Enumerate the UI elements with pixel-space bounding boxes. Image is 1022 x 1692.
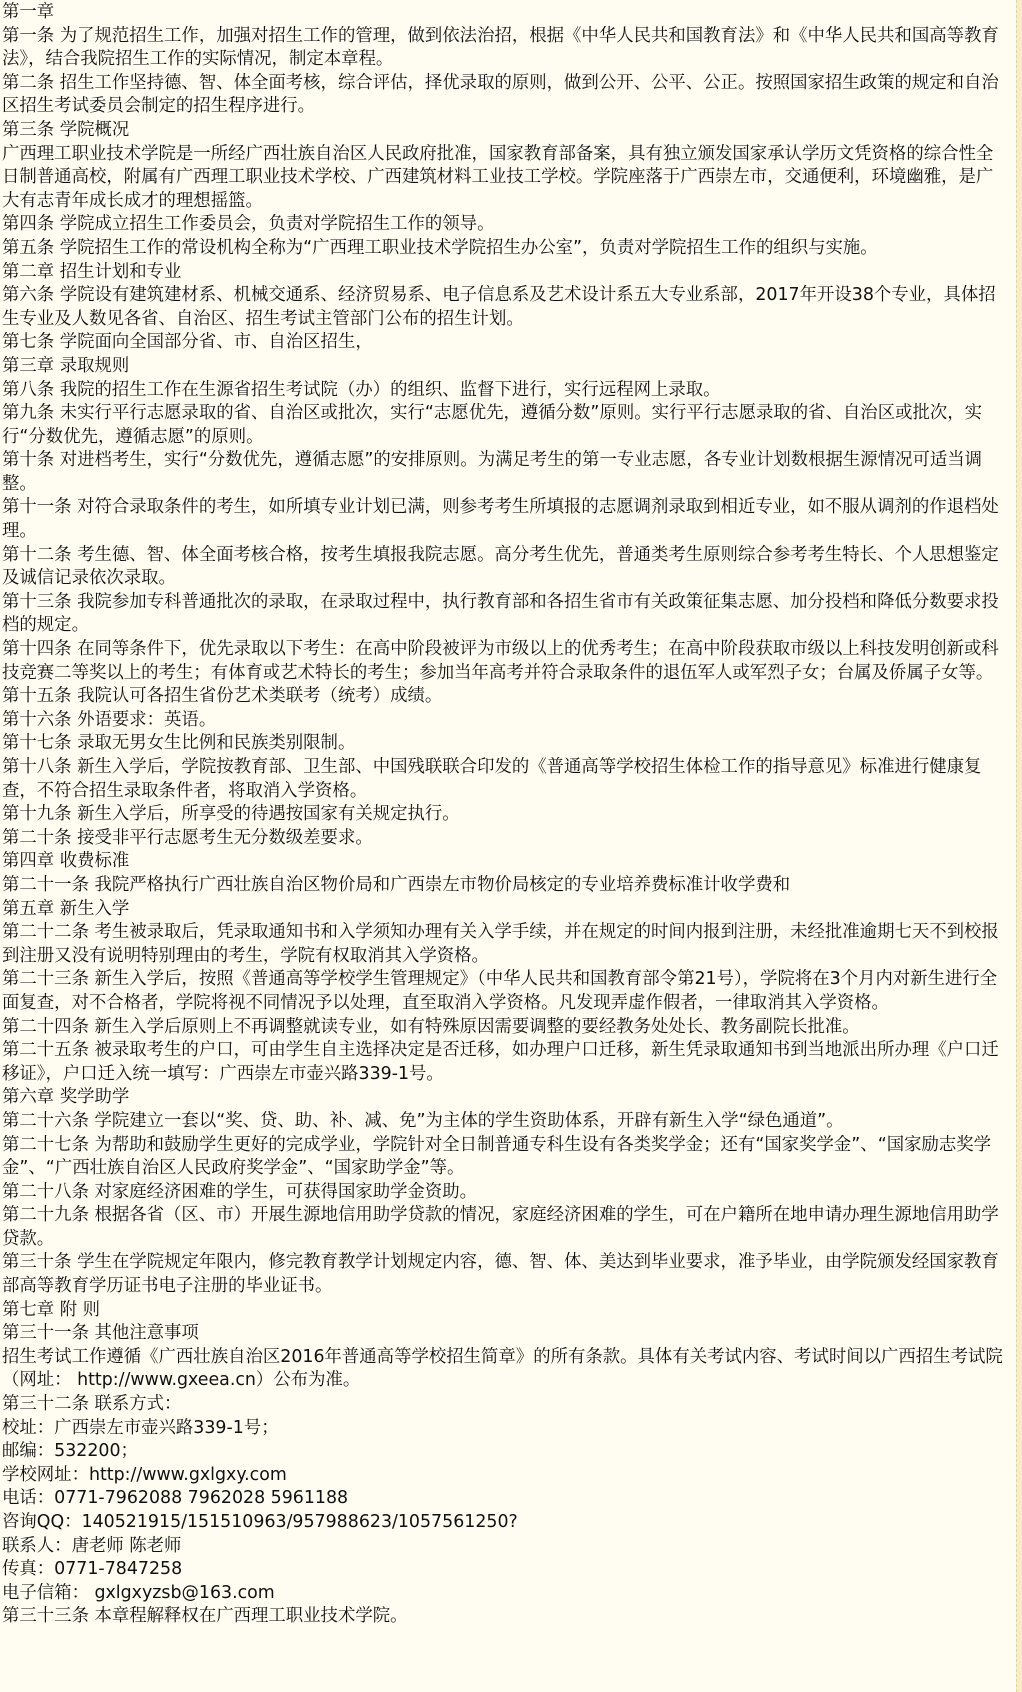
document-paragraph: 校址：广西崇左市壶兴路339-1号；: [2, 1417, 279, 1438]
document-paragraph: 第十七条 录取无男女生比例和民族类别限制。: [2, 733, 356, 754]
document-paragraph: 广西理工职业技术学院是一所经广西壮族自治区人民政府批准，国家教育部备案，具有独立颁发国家承认学历文凭资格的综合性全日制普通高校，附属有广西理工职业技术学校、广西建筑材料工业技工学校。学院座落于广西崇左市，交通便利，环境幽雅，是广大有志青年成长成才的理想摇篮。: [2, 143, 994, 211]
document-paragraph: 第六条 学院设有建筑建材系、机械交通系、经济贸易系、电子信息系及艺术设计系五大专业系部，2017年开设38个专业，具体招生专业及人数见各省、自治区、招生考试主管部门公布的招生计划。: [2, 285, 996, 329]
document-paragraph: 第十六条 外语要求：英语。: [2, 709, 217, 730]
document-paragraph: 第十三条 我院参加专科普通批次的录取，在录取过程中，执行教育部和各招生省市有关政策征集志愿、加分投档和降低分数要求投档的规定。: [2, 591, 999, 636]
document-paragraph: 第十八条 新生入学后，学院按教育部、卫生部、中国残联联合印发的《普通高等学校招生体检工作的指导意见》标准进行健康复查，不符合招生录取条件者，将取消入学资格。: [2, 757, 982, 801]
document-paragraph: 第十九条 新生入学后，所享受的待遇按国家有关规定执行。: [2, 804, 460, 825]
document-paragraph: 联系人：唐老师 陈老师: [2, 1535, 182, 1556]
document-paragraph: 第二十九条 根据各省（区、市）开展生源地信用助学贷款的情况，家庭经济困难的学生，可在户籍所在地申请办理生源地信用助学贷款。: [2, 1205, 999, 1249]
document-paragraph: 第十四条 在同等条件下，优先录取以下考生：在高中阶段被评为市级以上的优秀考生；在高中阶段获取市级以上科技发明创新或科技竞赛二等奖以上的考生；有体育或艺术特长的考生；参加当年高考并符合录取条件的退伍军人或军烈子女；台属及侨属子女等。: [2, 639, 999, 683]
document-body: [2, 1, 1008, 1629]
document-paragraph: 传真：0771-7847258: [2, 1559, 183, 1580]
document-paragraph: 第三十一条 其他注意事项: [2, 1323, 199, 1344]
document-paragraph: 咨询QQ：140521915/151510963/957988623/1057561250?: [2, 1512, 518, 1532]
document-paragraph: 第二十六条 学院建立一套以“奖、贷、助、补、减、免”为主体的学生资助体系，开辟有新生入学“绿色通道”。: [2, 1110, 844, 1131]
document-paragraph: 第二十四条 新生入学后原则上不再调整就读专业，如有特殊原因需要调整的要经教务处处长、教务副院长批准。: [2, 1016, 860, 1037]
document-paragraph: 第七条 学院面向全国部分省、市、自治区招生，: [2, 332, 373, 353]
document-paragraph: 电话：0771-7962088 7962028 5961188: [2, 1488, 349, 1509]
document-paragraph: 第二十五条 被录取考生的户口，可由学生自主选择决定是否迁移，如办理户口迁移，新生凭录取通知书到当地派出所办理《户口迁移证》，户口迁入统一填写：广西崇左市壶兴路339-1号。: [2, 1040, 999, 1084]
document-paragraph: 第十五条 我院认可各招生省份艺术类联考（统考）成绩。: [2, 686, 443, 707]
document-paragraph: 第一章: [2, 2, 55, 22]
document-paragraph: 第一条 为了规范招生工作，加强对招生工作的管理，做到依法治招，根据《中华人民共和国教育法》和《中华人民共和国高等教育法》，结合我院招生工作的实际情况，制定本章程。: [2, 25, 999, 70]
document-paragraph: 第二十八条 对家庭经济困难的学生，可获得国家助学金资助。: [2, 1181, 478, 1202]
document-paragraph: 第五章 新生入学: [2, 898, 130, 919]
document-paragraph: 第九条 未实行平行志愿录取的省、自治区或批次，实行“志愿优先，遵循分数”原则。实行平行志愿录取的省、自治区或批次，实行“分数优先，遵循志愿”的原则。: [2, 403, 983, 447]
document-paragraph: 第二章 招生计划和专业: [2, 261, 182, 282]
document-paragraph: 第二十二条 考生被录取后，凭录取通知书和入学须知办理有关入学手续，并在规定的时间内报到注册，未经批准逾期七天不到校报到注册又没有说明特别理由的考生，学院有权取消其入学资格。: [2, 922, 999, 966]
document-paragraph: 第三条 学院概况: [2, 119, 130, 140]
document-paragraph: 邮编：532200；: [2, 1441, 138, 1462]
document-paragraph: 第二十一条 我院严格执行广西壮族自治区物价局和广西崇左市物价局核定的专业培养费标准计收学费和: [2, 874, 791, 895]
document-paragraph: 第六章 奖学助学: [2, 1087, 130, 1108]
document-paragraph: 第二十条 接受非平行志愿考生无分数级差要求。: [2, 827, 373, 848]
document-paragraph: 电子信箱： gxlgxyzsb@163.com: [2, 1582, 275, 1603]
document-paragraph: 第二十三条 新生入学后，按照《普通高等学校学生管理规定》（中华人民共和国教育部令第21号），学院将在3个月内对新生进行全面复查，对不合格者，学院将视不同情况予以处理，直至取消入学资格。凡发现弄虚作假者，一律取消其入学资格。: [2, 969, 998, 1013]
document-paragraph: 第三十三条 本章程解释权在广西理工职业技术学院。: [2, 1606, 408, 1627]
page-right-border: [1016, 0, 1022, 1692]
document-paragraph: 第七章 附 则: [2, 1299, 101, 1320]
document-paragraph: 第十条 对进档考生，实行“分数优先，遵循志愿”的安排原则。为满足考生的第一专业志愿，各专业计划数根据生源情况可适当调整。: [2, 450, 983, 494]
document-paragraph: 第十一条 对符合录取条件的考生，如所填专业计划已满，则参考考生所填报的志愿调剂录取到相近专业，如不服从调剂的作退档处理。: [2, 497, 999, 542]
document-paragraph: 第三十二条 联系方式：: [2, 1394, 182, 1415]
document-paragraph: 第三章 录取规则: [2, 355, 130, 376]
document-paragraph: 第二条 招生工作坚持德、智、体全面考核，综合评估，择优录取的原则，做到公开、公平、公正。按照国家招生政策的规定和自治区招生考试委员会制定的招生程序进行。: [2, 72, 999, 117]
document-paragraph: 第八条 我院的招生工作在生源省招生考试院（办）的组织、监督下进行，实行远程网上录取。: [2, 379, 721, 400]
document-paragraph: 学校网址：http://www.gxlgxy.com: [2, 1464, 287, 1485]
document-paragraph: 第四条 学院成立招生工作委员会，负责对学院招生工作的领导。: [2, 214, 495, 235]
document-paragraph: 招生考试工作遵循《广西壮族自治区2016年普通高等学校招生简章》的所有条款。具体有关考试内容、考试时间以广西招生考试院（网址： http://www.gxeea.cn）公布为准。: [2, 1346, 1003, 1391]
document-paragraph: 第二十七条 为帮助和鼓励学生更好的完成学业，学院针对全日制普通专科生设有各类奖学金；还有“国家奖学金”、“国家励志奖学金”、“广西壮族自治区人民政府奖学金”、“国家助学金”等。: [2, 1134, 992, 1179]
document-paragraph: 第四章 收费标准: [2, 851, 130, 872]
document-paragraph: 第十二条 考生德、智、体全面考核合格，按考生填报我院志愿。高分考生优先，普通类考生原则综合参考考生特长、个人思想鉴定及诚信记录依次录取。: [2, 544, 999, 589]
document-paragraph: 第三十条 学生在学院规定年限内，修完教育教学计划规定内容，德、智、体、美达到毕业要求，准予毕业，由学院颁发经国家教育部高等教育学历证书电子注册的毕业证书。: [2, 1252, 999, 1297]
document-paragraph: 第五条 学院招生工作的常设机构全称为“广西理工职业技术学院招生办公室”，负责对学院招生工作的组织与实施。: [2, 237, 878, 258]
